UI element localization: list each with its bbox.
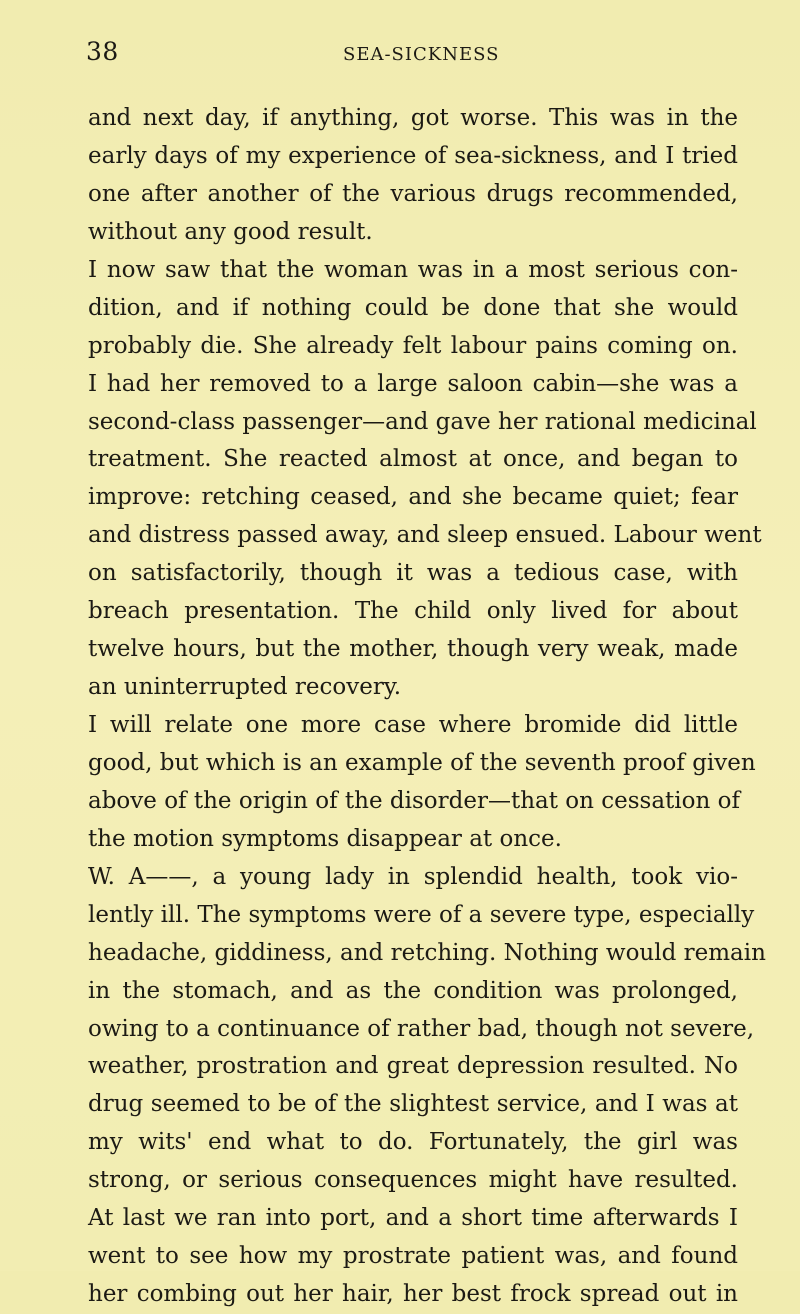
running-head: SEA-SICKNESS <box>343 44 500 65</box>
text-line: W. A——, a young lady in splendid health, took vio- <box>88 863 738 890</box>
text-line: dition, and if nothing could be done that she would <box>88 294 738 321</box>
body-text <box>88 100 766 1314</box>
text-line: her combing out her hair, her best frock spread out in <box>88 1281 738 1308</box>
text-line: my wits' end what to do. Fortunately, the girl was <box>88 1129 738 1156</box>
text-line: treatment. She reacted almost at once, and began to <box>88 446 738 473</box>
text-line: I will relate one more case where bromide did little <box>88 712 738 738</box>
text-line: weather, prostration and great depression resulted. No <box>88 1053 738 1080</box>
text-line: in the stomach, and as the condition was prolonged, <box>88 977 738 1004</box>
text-line: above of the origin of the disorder—that on cessation of <box>88 787 740 814</box>
text-line: At last we ran into port, and a short time afterwards I <box>88 1205 738 1232</box>
text-line: and distress passed away, and sleep ensued. Labour went <box>88 522 762 549</box>
text-line: breach presentation. The child only lived for about <box>88 598 738 625</box>
text-line: I now saw that the woman was in a most serious con- <box>88 256 738 283</box>
text-line: an uninterrupted recovery. <box>88 674 402 701</box>
text-line: second-class passenger—and gave her rational medicinal <box>88 408 757 435</box>
text-line: probably die. She already felt labour pains coming on. <box>88 332 738 359</box>
text-line: strong, or serious consequences might have resulted. <box>88 1167 738 1194</box>
page-number: 38 <box>86 37 119 66</box>
text-line: twelve hours, but the mother, though very weak, made <box>88 636 738 663</box>
text-line: owing to a continuance of rather bad, though not severe, <box>88 1015 755 1042</box>
text-line: lently ill. The symptoms were of a severe type, especially <box>88 901 755 928</box>
text-line: the motion symptoms disappear at once. <box>88 825 562 852</box>
text-line: early days of my experience of sea-sickness, and I tried <box>88 142 738 169</box>
text-line: headache, giddiness, and retching. Nothing would remain <box>88 939 766 966</box>
text-line: drug seemed to be of the slightest service, and I was at <box>88 1091 738 1118</box>
text-line: and next day, if anything, got worse. This was in the <box>88 105 738 131</box>
text-line: on satisfactorily, though it was a tedious case, with <box>88 560 738 587</box>
text-line: went to see how my prostrate patient was, and found <box>88 1243 738 1270</box>
text-line: good, but which is an example of the seventh proof given <box>88 749 756 776</box>
text-line: without any good result. <box>88 218 373 245</box>
text-line: I had her removed to a large saloon cabin—she was a <box>88 370 738 397</box>
text-line: one after another of the various drugs recommended, <box>88 180 738 207</box>
text-line: improve: retching ceased, and she became quiet; fear <box>88 484 738 511</box>
